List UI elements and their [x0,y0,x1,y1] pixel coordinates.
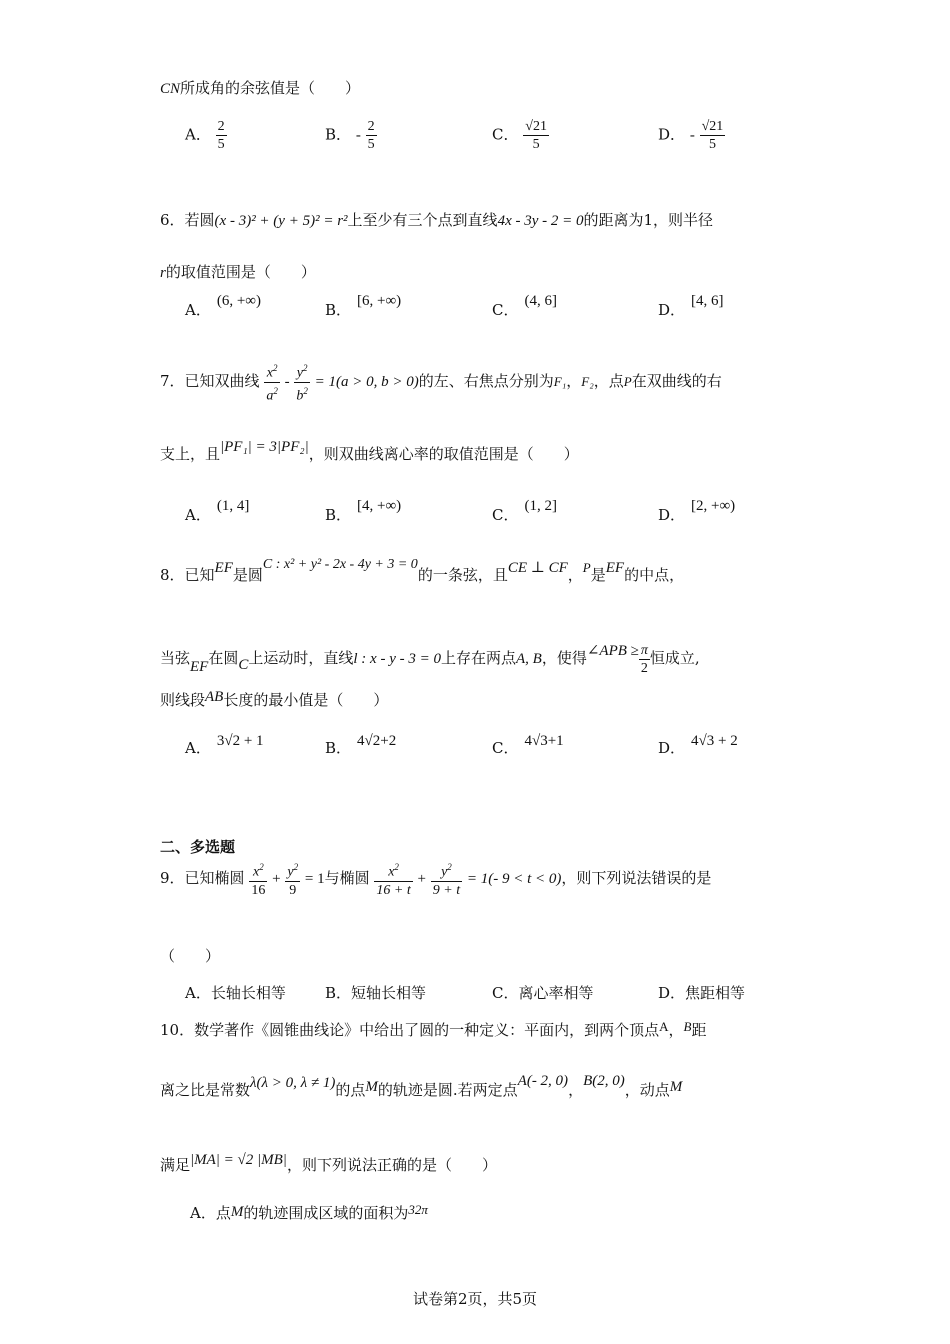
q5-option-c[interactable] [492,118,549,153]
q7-option-a[interactable]: A． (1, 4] [185,498,250,524]
q7-option-d[interactable]: D． [2, +∞) [658,498,736,524]
q10-stem-line1: 10．数学著作《圆锥曲线论》中给出了圆的一种定义：平面内，到两个顶点A，B距 [160,1019,707,1039]
q9-stem-paren: （ ） [160,947,221,965]
q7-option-c[interactable]: C． (1, 2] [492,498,557,524]
q9-fraction-y2-9: $\frac{y^2}{9}$ [287,862,299,898]
q8-option-b[interactable]: B． 4√2+2 [325,733,397,757]
q9-option-c[interactable]: C．离心率相等 [492,984,594,1002]
fraction: $\frac{√21}{5}$ [701,119,724,152]
q6-line-equation: 4x - 3y - 2 = 0 [497,213,584,229]
q10-stem-line2: 离之比是常数λ(λ > 0, λ ≠ 1)的点M的轨迹是圆.若两定点A(- 2, 0)，B(2, 0)，动点M [160,1073,683,1099]
q8-option-d[interactable]: D． 4√3 + 2 [658,733,738,757]
q7-option-b[interactable]: B． [4, +∞) [325,498,402,524]
q9-option-b[interactable]: B．短轴长相等 [325,984,427,1002]
q7-fraction-x2-a2: $\frac{x^2}{a^2}$ [266,363,278,404]
q9-stem-line1: 9．已知椭圆 $\frac{x^2}{16}$ + $\frac{y^2}{9}$ = 1与椭圆 $\frac{x^2}{16 + t}$ + $\frac{y^2}{9 + t}$ = 1(- 9 < t < 0)，则下列说法错误的是 [160,858,711,899]
q8-fraction-pi-2: $\frac{\pi}{2}$ [640,642,648,676]
q8-option-c[interactable]: C． 4√3+1 [492,733,564,757]
q9-fraction-x2-16t: $\frac{x^2}{16 + t}$ [376,862,411,898]
q6-option-d[interactable]: D． [4, 6] [658,293,724,319]
q7-stem-line1: 7．已知双曲线 $\frac{x^2}{a^2}$ - $\frac{y^2}{b^2}$ = 1(a > 0, b > 0)的左、右焦点分别为F₁，F₂，点P在双曲线的右 [160,360,722,404]
q5-stem-text: 所成角的余弦值是（ ） [180,79,361,97]
fraction: $\frac{2}{5}$ [367,119,375,152]
q5-option-a[interactable] [185,118,227,153]
q5-option-b[interactable] [325,118,377,153]
q5-stem-line [160,78,360,99]
option-label: A． [185,125,211,144]
q9-option-d[interactable]: D．焦距相等 [658,984,746,1002]
q8-stem-line3: 则线段AB长度的最小值是（ ） [160,689,389,709]
option-label: D． [658,125,686,144]
fraction: $\frac{√21}{5}$ [525,119,547,152]
q7-fraction-y2-b2: $\frac{y^2}{b^2}$ [296,363,308,404]
option-label: B． [325,125,352,144]
q8-stem-line1: 8．已知EF是圆C : x² + y² - 2x - 4y + 3 = 0的一条弦，且CE ⊥ CF，P是EF的中点， [160,557,685,584]
q6-stem-line1: 6．若圆(x - 3)² + (y + 5)² = r²上至少有三个点到直线4x - 3y - 2 = 0的距离为1，则半径 [160,211,714,229]
q6-option-a[interactable]: A． (6, +∞) [185,293,261,319]
q6-stem-line2: r的取值范围是（ ） [160,263,316,281]
q9-fraction-y2-9t: $\frac{y^2}{9 + t}$ [432,862,461,898]
q6-circle-equation: (x - 3)² + (y + 5)² = r² [214,213,348,229]
minus-sign: - [355,127,361,144]
q9-fraction-x2-16: $\frac{x^2}{16}$ [251,862,266,898]
q10-stem-line3: 满足|MA| = √2 |MB|，则下列说法正确的是（ ） [160,1152,497,1174]
q6-option-b[interactable]: B． [6, +∞) [325,293,402,319]
fraction: $\frac{2}{5}$ [217,119,225,152]
q9-option-a[interactable]: A．长轴长相等 [185,984,286,1002]
q5-option-d[interactable] [658,118,725,153]
minus-sign: - [689,127,695,144]
q10-option-a[interactable]: A．点M的轨迹围成区域的面积为32π [190,1202,428,1222]
page-footer: 试卷第2页，共5页 [412,1290,538,1308]
q5-math-cn: CN [160,81,181,97]
q8-stem-line2: 当弦EF在圆C上运动时，直线l : x - y - 3 = 0上存在两点A, B，使得∠APB ≥ $\frac{\pi}{2}$ 恒成立, [160,642,700,676]
option-label: C． [492,125,519,144]
section-heading-multi-choice: 二、多选题 [160,838,236,856]
q8-option-a[interactable]: A． 3√2 + 1 [185,733,264,757]
q7-stem-line2: 支上，且|PF₁| = 3|PF₂|，则双曲线离心率的取值范围是（ ） [160,439,579,463]
q6-option-c[interactable]: C． (4, 6] [492,293,557,319]
